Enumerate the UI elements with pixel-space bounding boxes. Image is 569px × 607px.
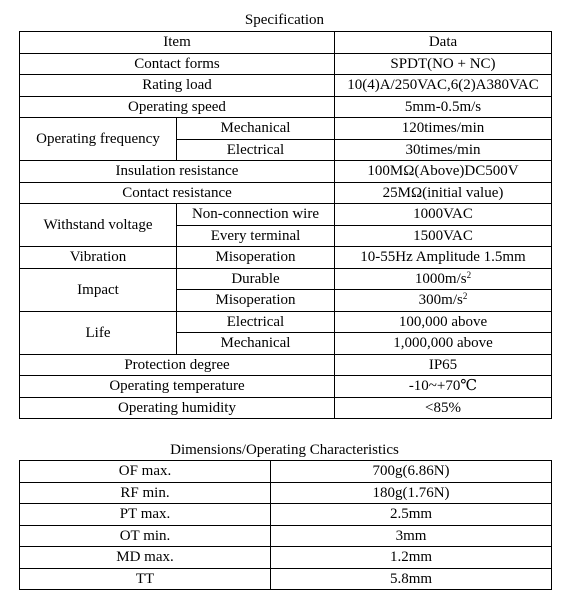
insulation-resistance-label: Insulation resistance (20, 161, 335, 183)
operating-temperature-value: -10~+70℃ (335, 376, 552, 398)
life-mechanical-label: Mechanical (177, 333, 335, 355)
table-row (20, 568, 552, 590)
data-header: Data (335, 32, 552, 54)
table-row (20, 268, 552, 290)
non-connection-wire-label: Non-connection wire (177, 204, 335, 226)
pt-max-label: PT max. (20, 504, 271, 526)
tt-label: TT (20, 568, 271, 590)
of-max-value: 700g(6.86N) (271, 461, 552, 483)
contact-forms-label: Contact forms (20, 53, 335, 75)
pt-max-value: 2.5mm (271, 504, 552, 526)
tt-value: 5.8mm (271, 568, 552, 590)
table-row (20, 525, 552, 547)
protection-degree-value: IP65 (335, 354, 552, 376)
dimensions-title: Dimensions/Operating Characteristics (170, 442, 399, 458)
life-label: Life (20, 311, 177, 354)
rf-min-value: 180g(1.76N) (271, 482, 552, 504)
operating-humidity-value: <85% (335, 397, 552, 419)
table-row (20, 53, 552, 75)
operating-speed-label: Operating speed (20, 96, 335, 118)
table-row (20, 204, 552, 226)
table-row (20, 118, 552, 140)
table-row (20, 96, 552, 118)
table-row (20, 161, 552, 183)
table-row (20, 376, 552, 398)
impact-durable-value (335, 268, 552, 290)
operating-humidity-label: Operating humidity (20, 397, 335, 419)
table-row (20, 547, 552, 569)
ot-min-value: 3mm (271, 525, 552, 547)
specification-table (19, 31, 552, 419)
contact-resistance-label: Contact resistance (20, 182, 335, 204)
insulation-resistance-value: 100MΩ(Above)DC500V (335, 161, 552, 183)
table-row (20, 75, 552, 97)
table-row (20, 32, 552, 54)
freq-mechanical-label: Mechanical (177, 118, 335, 140)
contact-resistance-value: 25MΩ(initial value) (335, 182, 552, 204)
rating-load-label: Rating load (20, 75, 335, 97)
impact-misoperation-number: 300m/s (418, 292, 463, 309)
non-connection-wire-value: 1000VAC (335, 204, 552, 226)
vibration-label: Vibration (20, 247, 177, 269)
rf-min-label: RF min. (20, 482, 271, 504)
table-row (20, 504, 552, 526)
item-header: Item (20, 32, 335, 54)
life-mechanical-value: 1,000,000 above (335, 333, 552, 355)
impact-misoperation-exponent: 2 (462, 291, 468, 302)
of-max-label: OF max. (20, 461, 271, 483)
impact-misoperation-label: Misoperation (177, 290, 335, 312)
freq-electrical-label: Electrical (177, 139, 335, 161)
every-terminal-label: Every terminal (177, 225, 335, 247)
table-row (20, 311, 552, 333)
table-row (20, 482, 552, 504)
freq-electrical-value: 30times/min (335, 139, 552, 161)
vibration-value: 10-55Hz Amplitude 1.5mm (335, 247, 552, 269)
table-row (20, 397, 552, 419)
vibration-misoperation-label: Misoperation (177, 247, 335, 269)
impact-durable-exponent: 2 (466, 269, 472, 280)
withstand-voltage-label: Withstand voltage (20, 204, 177, 247)
impact-misoperation-value (335, 290, 552, 312)
specification-title: Specification (244, 12, 325, 28)
md-max-label: MD max. (20, 547, 271, 569)
operating-temperature-label: Operating temperature (20, 376, 335, 398)
life-electrical-value: 100,000 above (335, 311, 552, 333)
impact-durable-label: Durable (177, 268, 335, 290)
freq-mechanical-value: 120times/min (335, 118, 552, 140)
table-row (20, 461, 552, 483)
impact-label: Impact (20, 268, 177, 311)
contact-forms-value: SPDT(NO + NC) (335, 53, 552, 75)
table-row (20, 247, 552, 269)
operating-frequency-label: Operating frequency (20, 118, 177, 161)
rating-load-value: 10(4)A/250VAC,6(2)A380VAC (335, 75, 552, 97)
impact-durable-number: 1000m/s (414, 270, 467, 287)
protection-degree-label: Protection degree (20, 354, 335, 376)
life-electrical-label: Electrical (177, 311, 335, 333)
md-max-value: 1.2mm (271, 547, 552, 569)
operating-speed-value: 5mm-0.5m/s (335, 96, 552, 118)
table-row (20, 354, 552, 376)
dimensions-table (19, 460, 552, 590)
table-row (20, 182, 552, 204)
every-terminal-value: 1500VAC (335, 225, 552, 247)
ot-min-label: OT min. (20, 525, 271, 547)
